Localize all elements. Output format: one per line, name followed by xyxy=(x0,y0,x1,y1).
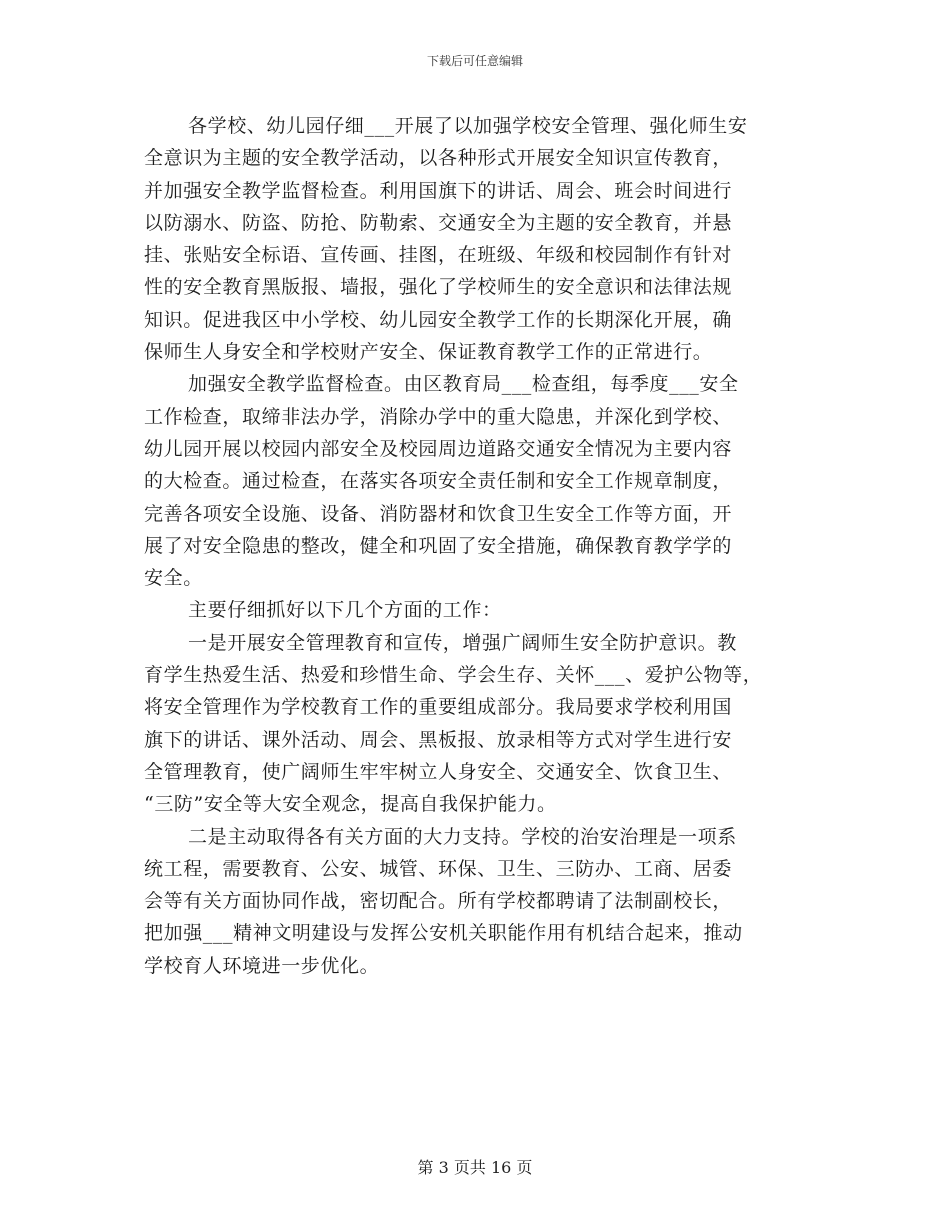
text-line: 二是主动取得各有关方面的大力支持。学校的治安治理是一项系 xyxy=(188,825,737,848)
text-line: 统工程，需要教育、公安、城管、环保、卫生、三防办、工商、居委 xyxy=(144,857,733,880)
text-line: 全意识为主题的安全教学活动，以各种形式开展安全知识宣传教育， xyxy=(144,147,733,170)
text-line: 知识。促进我区中小学校、幼儿园安全教学工作的长期深化开展，确 xyxy=(144,308,733,331)
text-line: 会等有关方面协同作战，密切配合。所有学校都聘请了法制副校长， xyxy=(144,890,733,913)
text-line: 的大检查。通过检查，在落实各项安全责任制和安全工作规章制度， xyxy=(144,470,733,493)
text-line: 学校育人环境进一步优化。 xyxy=(144,954,380,977)
text-line: 育学生热爱生活、热爱和珍惜生命、学会生存、关怀___、爱护公物等， xyxy=(144,664,763,687)
page-header: 下载后可任意编辑 xyxy=(426,54,523,68)
text-line: 各学校、幼儿园仔细___开展了以加强学校安全管理、强化师生安 xyxy=(188,115,748,137)
document-body xyxy=(144,110,809,982)
text-line: 性的安全教育黑版报、墙报，强化了学校师生的安全意识和法律法规 xyxy=(144,276,733,299)
text-line: 完善各项安全设施、设备、消防器材和饮食卫生安全工作等方面，开 xyxy=(144,502,733,525)
text-line: 展了对安全隐患的整改，健全和巩固了安全措施，确保教育教学学的 xyxy=(144,534,733,557)
text-line: 把加强___精神文明建设与发挥公安机关职能作用有机结合起来，推动 xyxy=(144,922,743,945)
text-line: 旗下的讲话、课外活动、周会、黑板报、放录相等方式对学生进行安 xyxy=(144,728,733,751)
text-line: 幼儿园开展以校园内部安全及校园周边道路交通安全情况为主要内容 xyxy=(144,437,733,460)
text-line: 安全。 xyxy=(144,567,203,590)
text-line: 工作检查，取缔非法办学，消除办学中的重大隐患，并深化到学校、 xyxy=(144,405,733,428)
text-line: 以防溺水、防盗、防抢、防勒索、交通安全为主题的安全教育，并悬 xyxy=(144,211,733,234)
text-line: 全管理教育，使广阔师生牢牢树立人身安全、交通安全、饮食卫生、 xyxy=(144,760,733,783)
text-line: 保师生人身安全和学校财产安全、保证教育教学工作的正常进行。 xyxy=(144,341,713,364)
text-line: 将安全管理作为学校教育工作的重要组成部分。我局要求学校利用国 xyxy=(144,696,733,719)
text-line: 主要仔细抓好以下几个方面的工作： xyxy=(188,599,502,622)
text-line: 挂、张贴安全标语、宣传画、挂图，在班级、年级和校园制作有针对 xyxy=(144,244,733,267)
page-number: 第 3 页共 16 页 xyxy=(417,1158,533,1177)
text-line: 加强安全教学监督检查。由区教育局___检查组，每季度___安全 xyxy=(188,373,739,396)
text-line: “三防”安全等大安全观念，提高自我保护能力。 xyxy=(144,793,557,816)
text-line: 并加强安全教学监督检查。利用国旗下的讲话、周会、班会时间进行 xyxy=(144,179,733,202)
text-line: 一是开展安全管理教育和宣传，增强广阔师生安全防护意识。教 xyxy=(188,631,737,654)
